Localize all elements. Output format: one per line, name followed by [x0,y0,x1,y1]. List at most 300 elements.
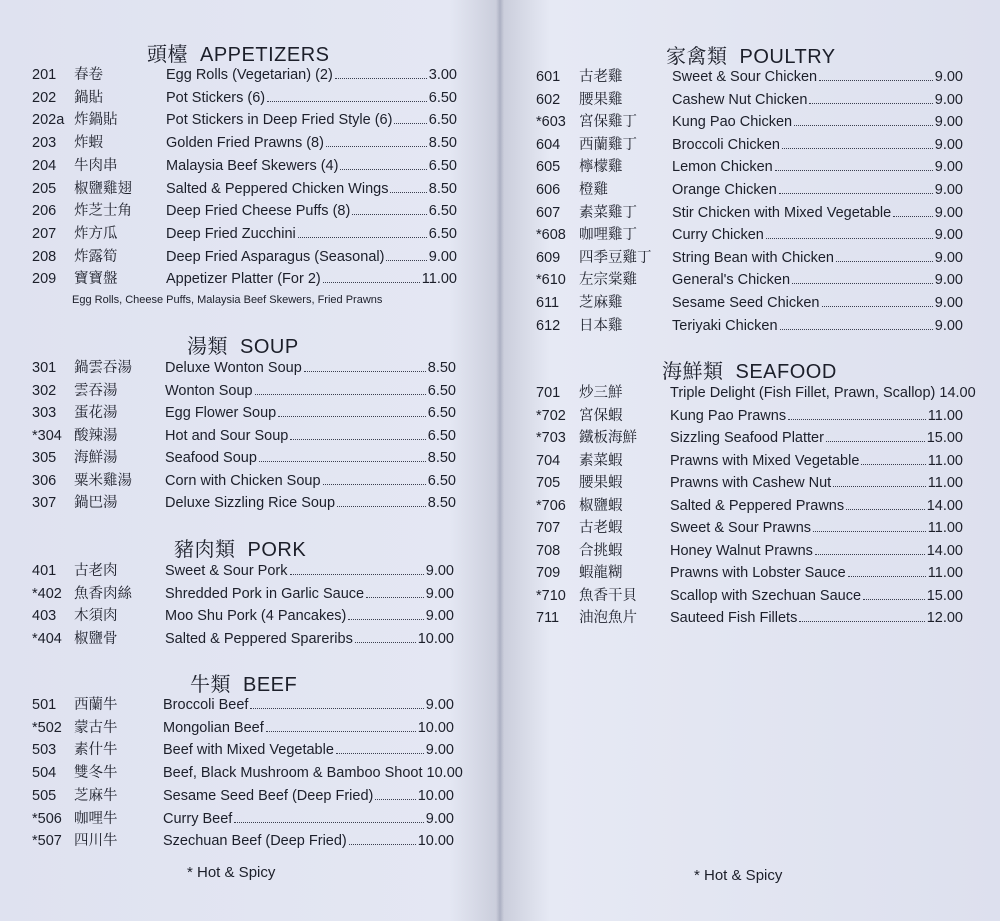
item-number: *703 [536,430,566,446]
item-number: 711 [536,610,560,626]
item-price: 10.00 [417,787,454,804]
item-line [165,492,456,514]
item-name-en: Corn with Chicken Soup [165,472,321,489]
item-line [165,583,454,605]
section-title-en: PORK [247,539,307,561]
item-name-en: Broccoli Chicken [672,136,780,153]
menu-item [32,109,464,131]
item-name-zh: 春卷 [74,67,103,83]
item-number: 611 [536,295,560,311]
item-number: 207 [32,225,57,242]
section-title-en: SEAFOOD [735,361,837,383]
dot-leader [340,155,426,170]
item-number: *706 [536,497,566,514]
section-title-en: APPETIZERS [200,44,330,66]
item-number: 208 [32,248,57,265]
item-name-zh: 左宗棠雞 [579,272,637,289]
item-number: 605 [536,159,561,176]
menu-item [32,425,464,447]
section-title-zh: 海鮮類 [662,359,724,383]
menu-item [536,562,966,584]
section-title-zh: 家禽類 [666,44,728,68]
item-line [672,156,963,178]
item-line [670,450,963,472]
dot-leader [337,492,426,507]
item-price: 8.50 [427,450,456,466]
item-name-zh: 芝麻雞 [579,295,623,311]
dot-leader [323,470,426,485]
item-price: 6.50 [427,405,456,421]
item-name-zh: 素菜雞丁 [579,204,637,221]
menu-item [32,628,464,650]
item-name-zh: 炸露筍 [74,248,118,265]
item-name-zh: 芝麻牛 [74,787,118,804]
item-name-zh: 橙雞 [579,182,608,198]
item-line [165,560,454,582]
item-name-zh: 素菜蝦 [579,452,623,469]
item-name-en: Triple Delight (Fish Fillet, Prawn, Scallop) [670,385,936,401]
dot-leader [775,156,933,171]
menu-item [536,224,966,246]
item-line [166,109,457,131]
item-number: *603 [536,114,566,131]
item-number: 709 [536,565,561,581]
item-price: 9.00 [425,810,454,827]
dot-leader [861,450,925,465]
item-name-en: Prawns with Cashew Nut [670,475,832,491]
item-name-zh: 古老雞 [579,69,623,85]
item-line [670,382,976,404]
item-line [670,517,963,539]
item-number: 305 [32,450,57,466]
item-name-zh: 炸芝士角 [74,203,132,220]
item-name-zh: 鐵板海鮮 [579,430,637,446]
item-number: 604 [536,136,561,153]
item-number: 609 [536,249,561,266]
item-number: *710 [536,587,566,604]
section-heading-pork [174,533,306,562]
menu-item [536,495,966,517]
item-name-zh: 日本雞 [579,317,623,334]
item-number: *304 [32,427,62,444]
item-line [166,64,457,86]
item-line [163,762,463,784]
item-price: 9.00 [934,204,963,221]
menu-item [32,64,464,86]
item-line [166,223,457,245]
dot-leader [304,357,426,372]
item-line [163,739,454,761]
item-name-zh: 炸鍋貼 [74,112,118,129]
item-price: 9.00 [934,136,963,153]
item-price: 8.50 [427,360,456,376]
menu-item [536,179,966,201]
dot-leader [298,223,427,238]
item-number: 504 [32,765,57,782]
item-name-en: Moo Shu Pork (4 Pancakes) [165,608,347,625]
item-name-zh: 蛋花湯 [74,405,118,421]
item-name-en: Salted & Peppered Spareribs [165,631,353,648]
item-line [670,427,963,449]
item-name-zh: 西蘭牛 [74,697,118,713]
item-number: 307 [32,495,57,511]
dot-leader [788,405,926,420]
item-name-en: Shredded Pork in Garlic Sauce [165,585,365,602]
item-name-en: Pot Stickers in Deep Fried Style (6) [166,112,393,129]
dot-leader [375,785,415,800]
menu-item [536,156,966,178]
item-price: 6.50 [428,157,457,174]
item-name-zh: 咖哩牛 [74,810,118,827]
item-price: 10.00 [417,833,454,850]
item-name-en: Stir Chicken with Mixed Vegetable [672,204,892,221]
item-line [670,540,963,562]
item-line [166,200,457,222]
dot-leader [278,402,426,417]
item-number: 209 [32,271,57,288]
item-price: 6.50 [428,203,457,220]
section-heading-beef [190,668,297,697]
item-price: 9.00 [934,91,963,108]
platter-note: Egg Rolls, Cheese Puffs, Malaysia Beef Skewers, Fried Prawns [72,294,383,306]
menu-item [536,269,966,291]
item-name-en: Seafood Soup [165,450,257,466]
dot-leader [266,717,416,732]
dot-leader [355,628,416,643]
item-line [165,470,456,492]
item-name-zh: 鍋巴湯 [74,495,118,511]
dot-leader [893,202,933,217]
menu-item [536,540,966,562]
item-name-en: Kung Pao Prawns [670,407,787,424]
menu-item [32,560,464,582]
dot-leader [792,269,933,284]
hot-spicy-legend: * Hot & Spicy [694,867,783,884]
item-name-en: Sweet & Sour Chicken [672,69,818,85]
item-line [672,111,963,133]
item-price: 9.00 [934,272,963,289]
dot-leader [349,830,416,845]
item-name-zh: 鍋雲吞湯 [74,360,132,376]
item-price: 14.00 [939,385,976,401]
menu-item [536,607,966,629]
item-price: 8.50 [428,180,457,197]
item-name-en: Lemon Chicken [672,159,773,176]
menu-item [32,268,464,290]
item-number: 707 [536,520,561,536]
dot-leader [836,247,933,262]
item-price: 9.00 [934,159,963,176]
item-name-en: Beef with Mixed Vegetable [163,742,334,759]
item-line [670,562,963,584]
menu-item [32,808,464,830]
item-name-en: Prawns with Lobster Sauce [670,565,846,581]
menu-item [32,694,464,716]
menu-item [32,762,464,784]
item-price: 9.00 [934,295,963,311]
menu-item [536,382,976,404]
item-name-en: Teriyaki Chicken [672,317,778,334]
section-title-en: BEEF [243,674,298,696]
menu-item [536,66,966,88]
item-number: 505 [32,787,57,804]
item-number: 704 [536,452,561,469]
item-name-en: Salted & Peppered Prawns [670,497,845,514]
section-title-zh: 豬肉類 [174,537,236,561]
item-price: 6.50 [427,427,456,444]
menu-item [32,132,464,154]
menu-item [32,402,464,424]
dot-leader [352,200,426,215]
item-number: 708 [536,542,561,559]
menu-item [536,134,966,156]
item-name-zh: 魚香肉絲 [74,585,132,602]
item-number: *502 [32,719,62,736]
dot-leader [779,179,933,194]
item-name-en: Curry Chicken [672,227,764,244]
item-line [166,132,457,154]
menu-item [32,605,464,627]
item-number: 201 [32,67,57,83]
item-line [672,292,963,314]
menu-item [536,247,966,269]
item-name-en: Szechuan Beef (Deep Fried) [163,833,347,850]
item-name-zh: 合挑蝦 [579,542,623,559]
item-name-en: Pot Stickers (6) [166,89,266,106]
item-name-en: Curry Beef [163,810,233,827]
section-title-en: SOUP [240,336,299,358]
section-title-zh: 湯類 [187,334,228,358]
item-line [166,87,457,109]
item-line [672,269,963,291]
menu-item [536,405,966,427]
item-price: 15.00 [926,430,963,446]
item-number: 606 [536,182,561,198]
item-name-en: Mongolian Beef [163,719,264,736]
item-name-en: Deep Fried Zucchini [166,225,296,242]
item-price: 9.00 [934,69,963,85]
item-number: 203 [32,135,57,152]
item-price: 8.50 [428,135,457,152]
item-price: 8.50 [427,495,456,511]
menu-item [536,202,966,224]
menu-item [32,739,464,761]
item-number: *404 [32,631,62,648]
section-heading-poultry [666,40,836,69]
dot-leader [394,109,426,124]
menu-item [32,357,464,379]
item-name-zh: 木須肉 [74,608,118,625]
dot-leader [822,292,933,307]
item-price: 12.00 [926,610,963,626]
menu-item [32,380,464,402]
item-name-en: Sweet & Sour Prawns [670,520,812,536]
item-number: 301 [32,360,57,376]
dot-leader [250,694,423,709]
item-number: *402 [32,585,62,602]
item-number: *702 [536,407,566,424]
dot-leader [290,425,425,440]
dot-leader [863,585,925,600]
item-name-en: Deep Fried Cheese Puffs (8) [166,203,351,220]
dot-leader [326,132,427,147]
item-line [670,495,963,517]
item-price: 9.00 [425,608,454,625]
item-price: 11.00 [421,271,457,288]
item-number: 205 [32,180,57,197]
item-line [163,808,454,830]
item-name-en: Golden Fried Prawns (8) [166,135,324,152]
item-name-en: Sauteed Fish Fillets [670,610,798,626]
item-line [672,224,963,246]
item-number: *506 [32,810,62,827]
item-line [163,785,454,807]
menu-item [32,447,464,469]
item-number: 306 [32,472,57,489]
item-name-en: Deep Fried Asparagus (Seasonal) [166,248,385,265]
section-title-en: POULTRY [739,46,836,68]
item-name-zh: 魚香干貝 [579,587,637,604]
item-name-en: Prawns with Mixed Vegetable [670,452,860,469]
item-line [670,472,963,494]
item-price: 9.00 [425,742,454,759]
item-number: 302 [32,382,57,399]
hot-spicy-legend: * Hot & Spicy [187,864,276,881]
item-name-zh: 素什牛 [74,742,118,759]
dot-leader [782,134,933,149]
dot-leader [386,246,426,261]
item-price: 14.00 [926,497,963,514]
item-name-zh: 雙冬牛 [74,765,118,782]
item-price: 9.00 [428,248,457,265]
item-number: 501 [32,697,57,713]
dot-leader [813,517,926,532]
item-name-en: Deluxe Sizzling Rice Soup [165,495,336,511]
item-name-en: Deluxe Wonton Soup [165,360,302,376]
dot-leader [815,540,925,555]
item-price: 14.00 [926,542,963,559]
menu-item [536,517,966,539]
menu-item [536,450,966,472]
item-number: 607 [536,204,561,221]
item-name-en: Sesame Seed Beef (Deep Fried) [163,787,374,804]
item-name-zh: 西蘭雞丁 [579,136,637,153]
dot-leader [267,87,427,102]
menu-item [32,470,464,492]
dot-leader [255,380,426,395]
item-price: 11.00 [927,407,963,424]
item-line [165,447,456,469]
item-name-en: Hot and Sour Soup [165,427,289,444]
section-title-zh: 頭檯 [147,42,188,66]
menu-item [536,472,966,494]
item-number: 602 [536,91,561,108]
menu-item [536,111,966,133]
item-number: 705 [536,475,561,491]
dot-leader [819,66,933,81]
item-line [163,830,454,852]
item-name-en: Sweet & Sour Pork [165,563,288,579]
item-name-zh: 椒鹽骨 [74,631,118,648]
menu-item [32,492,464,514]
item-number: 612 [536,317,561,334]
item-price: 11.00 [927,520,963,536]
item-price: 6.50 [427,382,456,399]
dot-leader [366,583,424,598]
menu-item [32,717,464,739]
item-name-zh: 咖哩雞丁 [579,227,637,244]
item-number: 601 [536,69,561,85]
item-name-zh: 蒙古牛 [74,719,118,736]
item-line [672,89,963,111]
dot-leader [290,560,424,575]
menu-item [536,292,966,314]
item-name-zh: 粟米雞湯 [74,472,132,489]
item-name-zh: 腰果蝦 [579,475,623,491]
item-line [672,315,963,337]
item-name-zh: 椒鹽雞翅 [74,180,132,197]
item-name-zh: 四川牛 [74,833,118,850]
item-number: 401 [32,563,57,579]
item-name-zh: 檸檬雞 [579,159,623,176]
dot-leader [846,495,925,510]
item-number: 204 [32,157,57,174]
item-price: 15.00 [926,587,963,604]
item-price: 11.00 [927,452,963,469]
item-price: 6.50 [427,472,456,489]
item-line [165,425,456,447]
item-name-zh: 油泡魚片 [579,610,637,626]
dot-leader [259,447,426,462]
item-name-zh: 牛肉串 [74,157,118,174]
item-price: 6.50 [428,89,457,106]
menu-item [32,830,464,852]
item-name-zh: 四季豆雞丁 [579,249,652,266]
item-line [672,66,963,88]
item-name-en: Wonton Soup [165,382,253,399]
item-name-en: Malaysia Beef Skewers (4) [166,157,339,174]
item-name-zh: 宮保蝦 [579,407,623,424]
item-name-en: Salted & Peppered Chicken Wings [166,180,389,197]
dot-leader [848,562,926,577]
dot-leader [766,224,933,239]
item-line [672,134,963,156]
dot-leader [780,315,933,330]
item-line [165,402,456,424]
page-fold [496,0,504,921]
item-name-zh: 宮保雞丁 [579,114,637,131]
item-line [166,155,457,177]
item-price: 9.00 [934,249,963,266]
item-name-en: Appetizer Platter (For 2) [166,271,321,288]
item-line [670,585,963,607]
item-name-en: Orange Chicken [672,182,777,198]
menu-item [32,155,464,177]
item-line [672,247,963,269]
item-number: *610 [536,272,566,289]
menu-item [32,583,464,605]
menu-item [536,315,966,337]
menu-item [32,200,464,222]
item-name-en: Honey Walnut Prawns [670,542,813,559]
item-name-zh: 古老蝦 [579,520,623,536]
menu-item [32,87,464,109]
item-name-en: General's Chicken [672,272,791,289]
item-price: 3.00 [428,67,457,83]
item-price: 10.00 [417,719,454,736]
item-line [166,268,457,290]
menu-item [32,246,464,268]
